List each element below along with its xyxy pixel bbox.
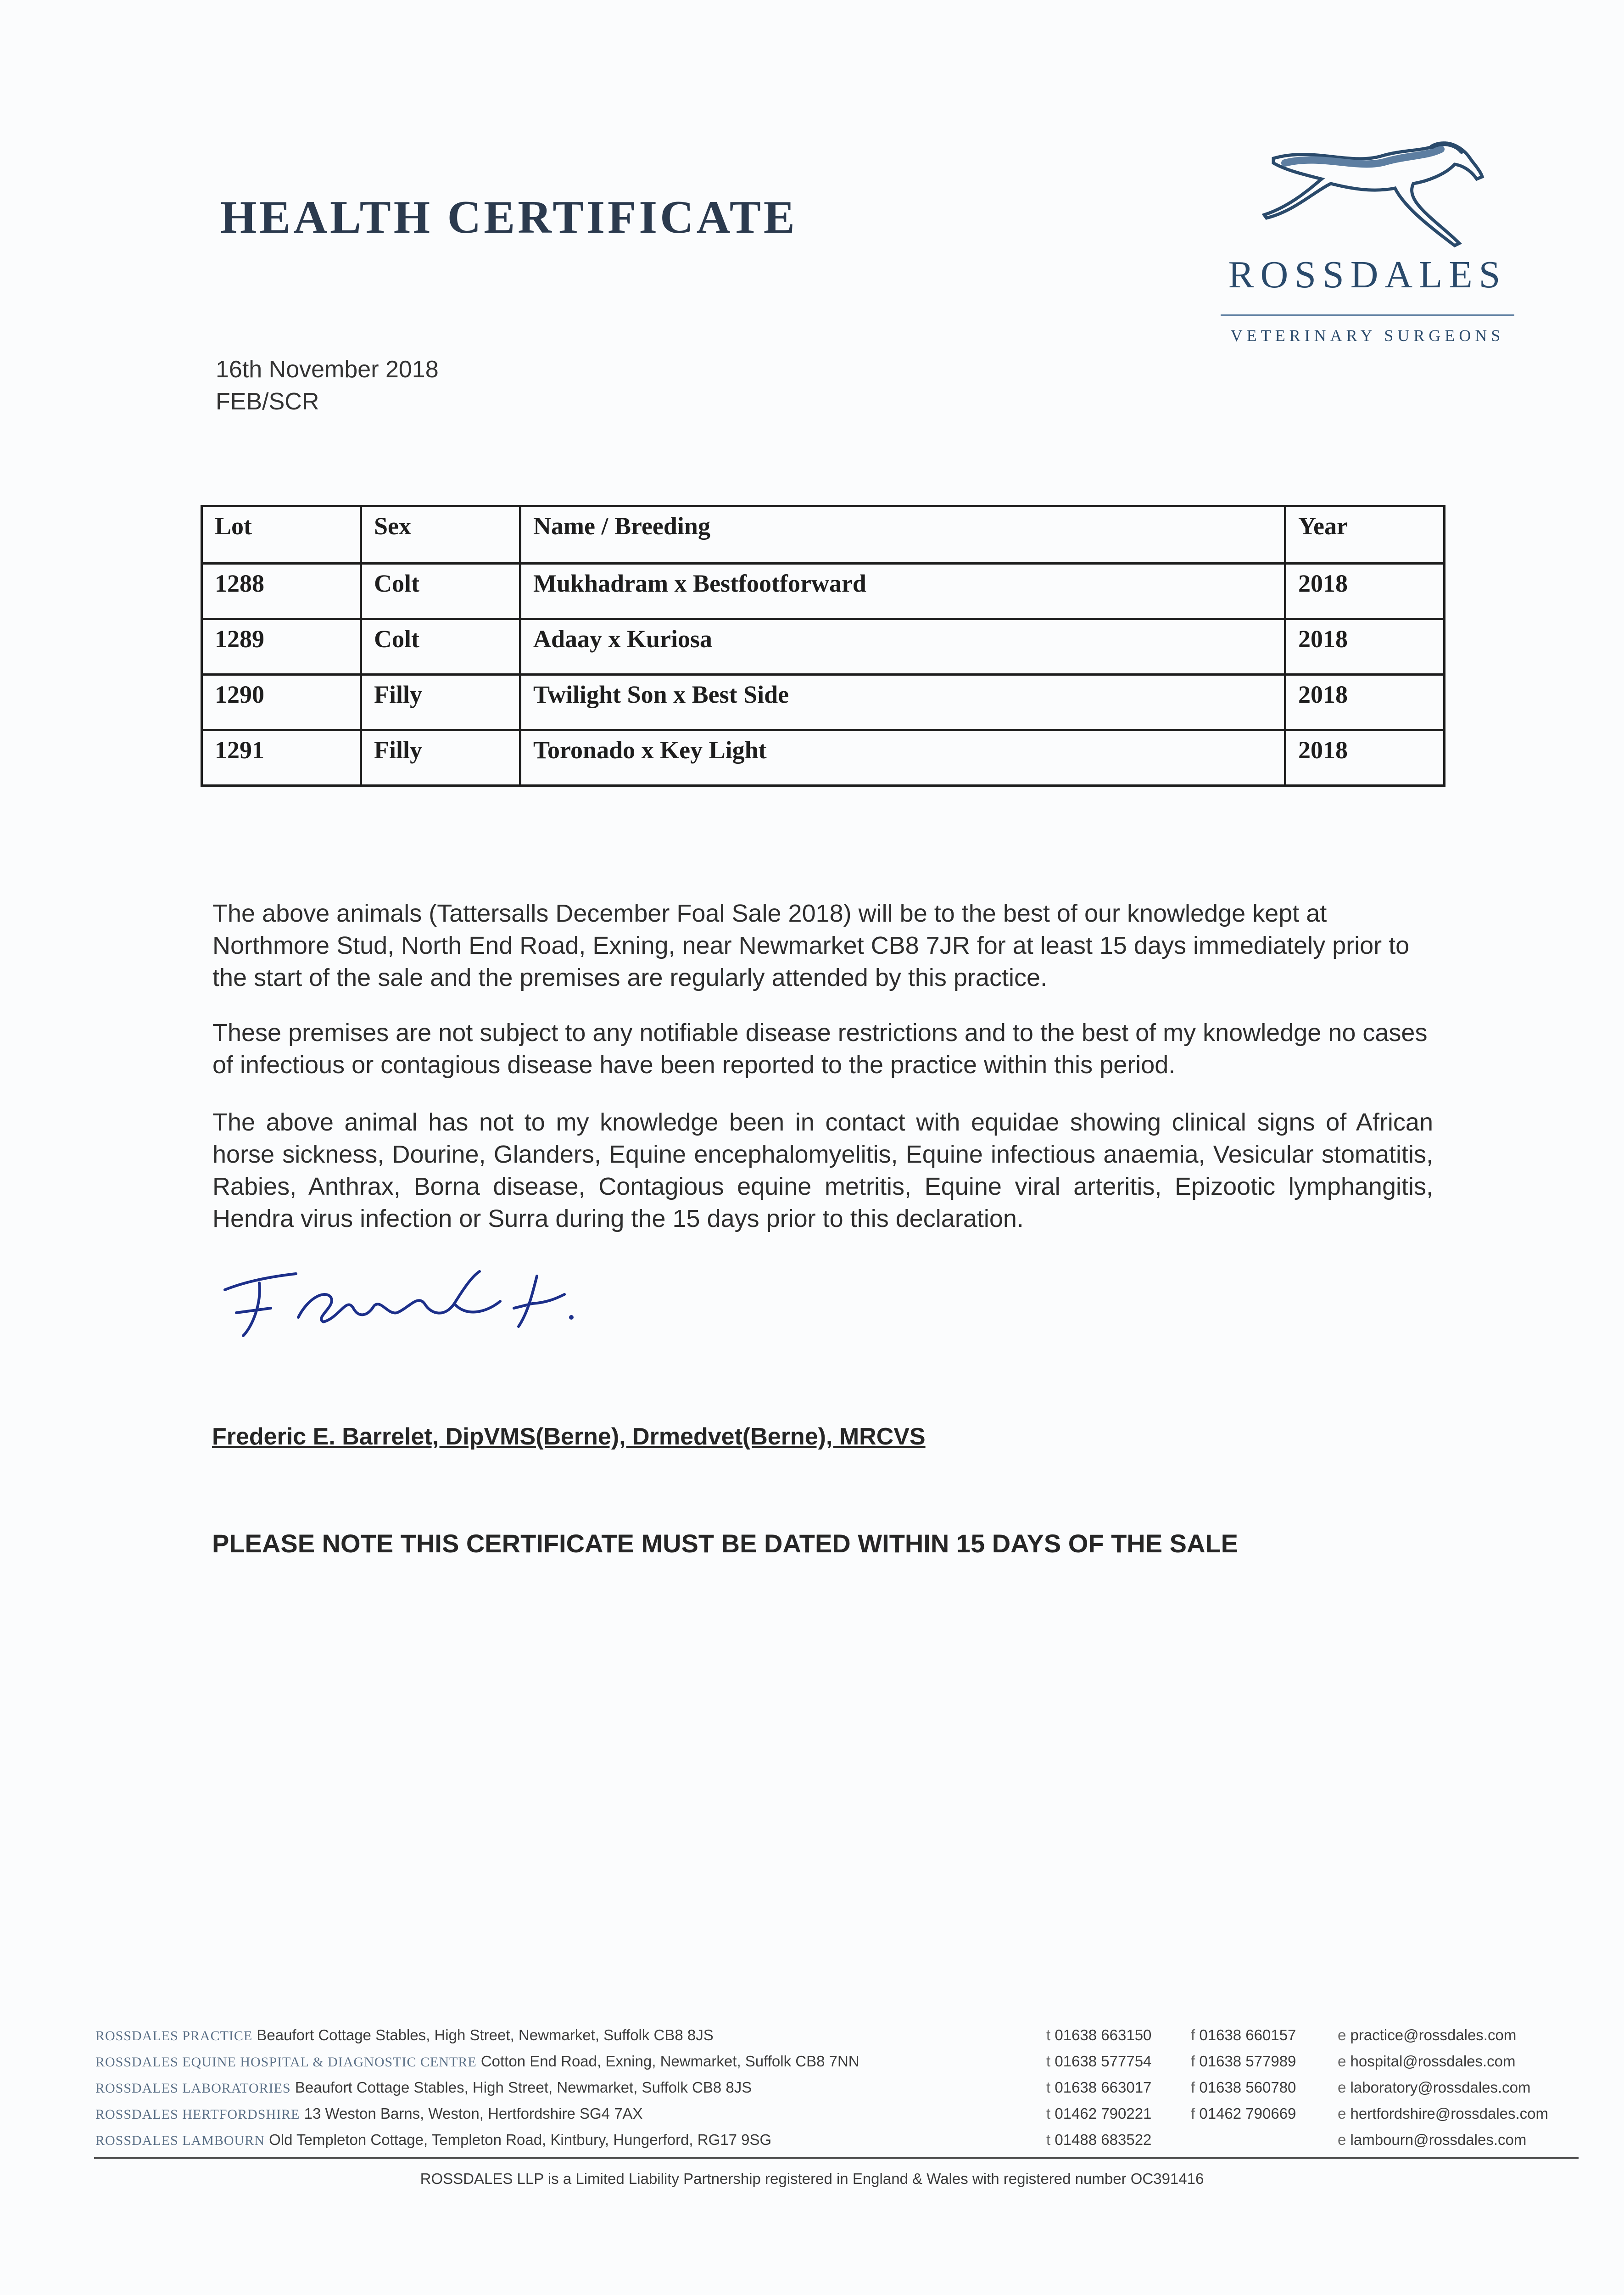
office-telephone: 01462 790221 — [1055, 2105, 1152, 2122]
header-lot: Lot — [202, 506, 361, 564]
cell-name: Mukhadram x Bestfootforward — [520, 564, 1285, 619]
footer-contact-row — [1046, 2105, 1551, 2131]
fax-label: f — [1191, 2079, 1195, 2096]
footer-contact-row — [1046, 2131, 1551, 2157]
footer-contact-row — [1046, 2026, 1551, 2053]
page-title: HEALTH CERTIFICATE — [220, 191, 798, 243]
rossdales-logo — [1211, 138, 1524, 353]
table-row — [202, 675, 1445, 730]
header-sex: Sex — [361, 506, 520, 564]
header-name-breeding: Name / Breeding — [520, 506, 1285, 564]
footer-office-row — [95, 2105, 1013, 2131]
logo-subtitle: VETERINARY SURGEONS — [1230, 326, 1505, 345]
office-fax: 01638 560780 — [1199, 2079, 1296, 2096]
cell-year: 2018 — [1285, 730, 1445, 786]
fax-label: f — [1191, 2105, 1195, 2122]
email-label: e — [1338, 2079, 1346, 2096]
cell-lot: 1291 — [202, 730, 361, 786]
office-address: Beaufort Cottage Stables, High Street, Newmarket, Suffolk CB8 8JS — [295, 2079, 752, 2096]
footer-office-row — [95, 2131, 1013, 2157]
table-header-row — [202, 506, 1445, 564]
cell-lot: 1290 — [202, 675, 361, 730]
cell-sex: Colt — [361, 564, 520, 619]
footer-office-list — [95, 2026, 1013, 2157]
fax-label: f — [1191, 2026, 1195, 2043]
office-telephone: 01638 577754 — [1055, 2053, 1152, 2070]
paragraph-disease-restrictions: These premises are not subject to any notifiable disease restrictions and to the best of my knowledge no cases of infectious or contagious disease have been reported to the practice within this period. — [212, 1019, 1428, 1079]
office-email: hertfordshire@rossdales.com — [1350, 2105, 1549, 2122]
cell-year: 2018 — [1285, 619, 1445, 675]
paragraph-declaration: The above animal has not to my knowledge been in contact with equidae showing clinical signs of African horse sickness, Dourine, Glanders, Equine encephalomyelitis, Equine infectious anaemia, Vesicular stomatitis, Rabies, Anthrax, Borna disease, Contagious equine metritis, Equine viral arteritis, Epizootic lymphangitis, Hendra virus infection or Surra during the 15 days prior to this declaration. — [212, 1108, 1433, 1232]
tel-label: t — [1046, 2079, 1051, 2096]
office-telephone: 01638 663150 — [1055, 2026, 1152, 2043]
office-email: lambourn@rossdales.com — [1350, 2131, 1527, 2148]
tel-label: t — [1046, 2053, 1051, 2070]
office-telephone: 01638 663017 — [1055, 2079, 1152, 2096]
cell-sex: Colt — [361, 619, 520, 675]
fax-label: f — [1191, 2053, 1195, 2070]
signatory-name: Frederic E. Barrelet, DipVMS(Berne), Drmedvet(Berne), MRCVS — [212, 1423, 926, 1450]
footer-office-row — [95, 2053, 1013, 2079]
logo-divider — [1221, 314, 1514, 316]
office-address: Beaufort Cottage Stables, High Street, Newmarket, Suffolk CB8 8JS — [257, 2026, 714, 2043]
cell-sex: Filly — [361, 675, 520, 730]
reference-code: FEB/SCR — [216, 388, 319, 415]
table-row — [202, 730, 1445, 786]
footer-contact-list — [1046, 2026, 1551, 2157]
footer-legal-notice: ROSSDALES LLP is a Limited Liability Partnership registered in England & Wales with registered number OC391416 — [420, 2170, 1204, 2187]
cell-sex: Filly — [361, 730, 520, 786]
table-row — [202, 564, 1445, 619]
cell-year: 2018 — [1285, 675, 1445, 730]
office-address: 13 Weston Barns, Weston, Hertfordshire SG4 7AX — [304, 2105, 643, 2122]
tel-label: t — [1046, 2105, 1051, 2122]
office-name: ROSSDALES LABORATORIES — [95, 2081, 291, 2096]
certificate-date: 16th November 2018 — [216, 356, 439, 383]
cell-name: Toronado x Key Light — [520, 730, 1285, 786]
office-fax: 01638 660157 — [1199, 2026, 1296, 2043]
tel-label: t — [1046, 2026, 1051, 2043]
dating-notice: PLEASE NOTE THIS CERTIFICATE MUST BE DATED WITHIN 15 DAYS OF THE SALE — [212, 1529, 1239, 1558]
lots-table — [201, 505, 1445, 787]
footer-office-row — [95, 2026, 1013, 2053]
footer-office-row — [95, 2079, 1013, 2105]
office-email: laboratory@rossdales.com — [1350, 2079, 1531, 2096]
cell-lot: 1289 — [202, 619, 361, 675]
cell-year: 2018 — [1285, 564, 1445, 619]
office-name: ROSSDALES LAMBOURN — [95, 2133, 265, 2148]
handwritten-signature — [216, 1248, 592, 1359]
tel-label: t — [1046, 2131, 1051, 2148]
footer-contact-row — [1046, 2079, 1551, 2105]
email-label: e — [1338, 2053, 1346, 2070]
office-telephone: 01488 683522 — [1055, 2131, 1152, 2148]
office-name: ROSSDALES PRACTICE — [95, 2028, 253, 2043]
header-year: Year — [1285, 506, 1445, 564]
office-name: ROSSDALES HERTFORDSHIRE — [95, 2107, 300, 2122]
office-fax: 01462 790669 — [1199, 2105, 1296, 2122]
office-address: Old Templeton Cottage, Templeton Road, Kintbury, Hungerford, RG17 9SG — [269, 2131, 772, 2148]
office-email: practice@rossdales.com — [1350, 2026, 1517, 2043]
footer-divider — [94, 2157, 1579, 2159]
email-label: e — [1338, 2131, 1346, 2148]
logo-name: ROSSDALES — [1228, 253, 1507, 296]
email-label: e — [1338, 2105, 1346, 2122]
email-label: e — [1338, 2026, 1346, 2043]
horse-logo-icon — [1230, 138, 1505, 248]
table-row — [202, 619, 1445, 675]
office-fax: 01638 577989 — [1199, 2053, 1296, 2070]
paragraph-sale-location: The above animals (Tattersalls December Foal Sale 2018) will be to the best of our knowledge kept at Northmore Stud, North End Road, Exning, near Newmarket CB8 7JR for at least 15 days immediately prior to the start of the sale and the premises are regularly attended by this practice. — [212, 900, 1410, 991]
cell-lot: 1288 — [202, 564, 361, 619]
office-name: ROSSDALES EQUINE HOSPITAL & DIAGNOSTIC CENTRE — [95, 2054, 477, 2070]
cell-name: Adaay x Kuriosa — [520, 619, 1285, 675]
footer-contact-row — [1046, 2053, 1551, 2079]
office-email: hospital@rossdales.com — [1350, 2053, 1516, 2070]
office-address: Cotton End Road, Exning, Newmarket, Suffolk CB8 7NN — [480, 2053, 859, 2070]
cell-name: Twilight Son x Best Side — [520, 675, 1285, 730]
